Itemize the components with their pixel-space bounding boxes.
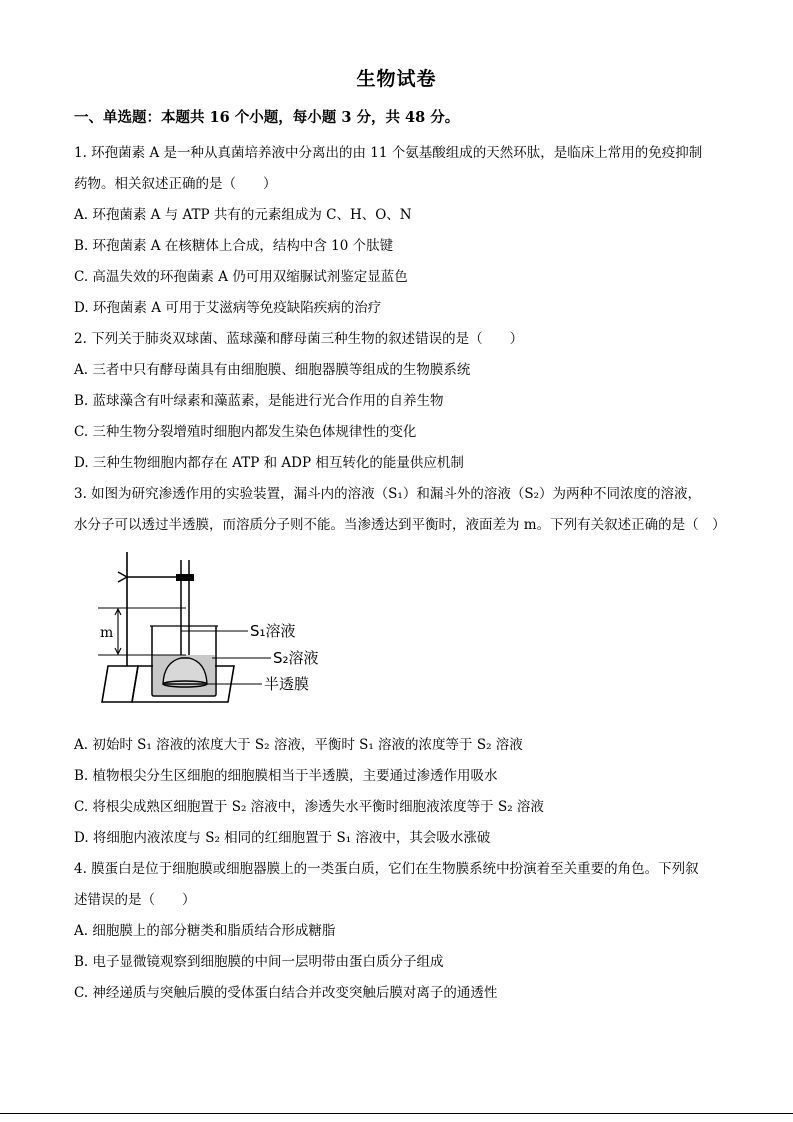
q2-option-b: B. 蓝球藻含有叶绿素和藻蓝素，是能进行光合作用的自养生物 bbox=[74, 393, 444, 409]
q4-option-b: B. 电子显微镜观察到细胞膜的中间一层明带由蛋白质分子组成 bbox=[74, 954, 444, 970]
osmosis-apparatus-diagram bbox=[96, 548, 346, 708]
q3-option-a: A. 初始时 S₁ 溶液的浓度大于 S₂ 溶液，平衡时 S₁ 溶液的浓度等于 S₂ 溶液 bbox=[74, 737, 523, 753]
q4-option-c: C. 神经递质与突触后膜的受体蛋白结合并改变突触后膜对离子的通透性 bbox=[74, 985, 498, 1001]
q3-option-d: D. 将细胞内液浓度与 S₂ 相同的红细胞置于 S₁ 溶液中，其会吸水涨破 bbox=[74, 830, 491, 846]
q3-stem-line2: 水分子可以透过半透膜，而溶质分子则不能。当渗透达到平衡时，液面差为 m。下列有关叙述正确的是（ ） bbox=[74, 517, 726, 533]
clamp-block bbox=[176, 574, 194, 581]
q4-option-a: A. 细胞膜上的部分糖类和脂质结合形成糖脂 bbox=[74, 923, 336, 939]
q2-option-d: D. 三种生物细胞内都存在 ATP 和 ADP 相互转化的能量供应机制 bbox=[74, 455, 464, 471]
page-title: 生物试卷 bbox=[356, 68, 437, 90]
q3-option-c: C. 将根尖成熟区细胞置于 S₂ 溶液中，渗透失水平衡时细胞液浓度等于 S₂ 溶液 bbox=[74, 799, 544, 815]
q1-option-b: B. 环孢菌素 A 在核糖体上合成，结构中含 10 个肽键 bbox=[74, 238, 394, 254]
q1-stem-line2: 药物。相关叙述正确的是（ ） bbox=[74, 176, 277, 192]
s1-label: S₁溶液 bbox=[250, 622, 296, 640]
q1-stem-line1: 1. 环孢菌素 A 是一种从真菌培养液中分离出的由 11 个氨基酸组成的天然环肽，是临床上常用的免疫抑制 bbox=[74, 145, 703, 161]
membrane-label: 半透膜 bbox=[264, 675, 310, 693]
q1-option-c: C. 高温失效的环孢菌素 A 仍可用双缩脲试剂鉴定显蓝色 bbox=[74, 269, 408, 285]
q1-option-d: D. 环孢菌素 A 可用于艾滋病等免疫缺陷疾病的治疗 bbox=[74, 300, 382, 316]
q3-stem-line1: 3. 如图为研究渗透作用的实验装置，漏斗内的溶液（S₁）和漏斗外的溶液（S₂）为两种不同浓度的溶液， bbox=[74, 486, 701, 502]
q2-option-a: A. 三者中只有酵母菌具有由细胞膜、细胞器膜等组成的生物膜系统 bbox=[74, 362, 471, 378]
q4-stem-line1: 4. 膜蛋白是位于细胞膜或细胞器膜上的一类蛋白质，它们在生物膜系统中扮演着至关重要的角色。下列叙 bbox=[74, 861, 699, 877]
q3-option-b: B. 植物根尖分生区细胞的细胞膜相当于半透膜，主要通过渗透作用吸水 bbox=[74, 768, 498, 784]
q1-option-a: A. 环孢菌素 A 与 ATP 共有的元素组成为 C、H、O、N bbox=[74, 207, 412, 223]
q4-stem-line2: 述错误的是（ ） bbox=[74, 892, 196, 908]
s2-label: S₂溶液 bbox=[273, 649, 319, 667]
q2-option-c: C. 三种生物分裂增殖时细胞内都发生染色体规律性的变化 bbox=[74, 424, 417, 440]
m-label: m bbox=[100, 625, 114, 641]
section-heading: 一、单选题：本题共 16 个小题，每小题 3 分，共 48 分。 bbox=[74, 109, 460, 126]
footer-rule bbox=[0, 1113, 793, 1114]
q2-stem: 2. 下列关于肺炎双球菌、蓝球藻和酵母菌三种生物的叙述错误的是（ ） bbox=[74, 331, 524, 347]
